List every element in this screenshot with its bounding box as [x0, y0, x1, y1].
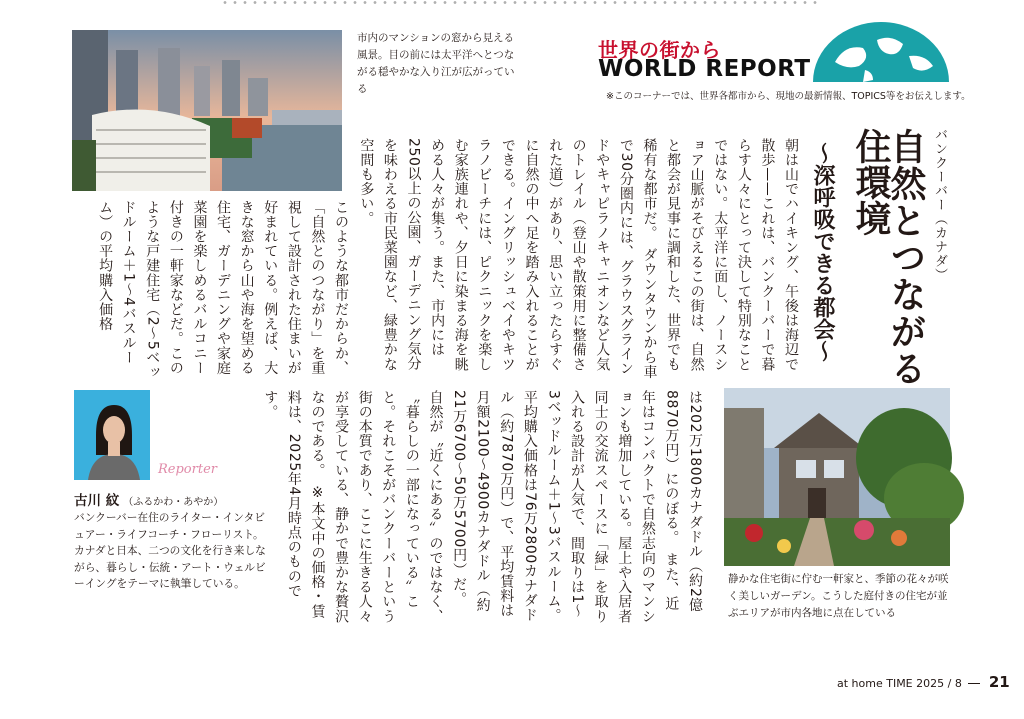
article-body-bottom: は202万1800カナダドル（約2億8870万円）にのぼる。 また、近年はコンパクトで自然志向のマンションも増加している。屋上や入居者同士の交流スペースに「緑」を取り入れる設計が人気で、間取りは1〜3ベッドルーム＋1〜3バスルーム。平均購入価格は76万2800カナダドル（約7870万円）で、平均賃料は月額2100〜4900カナダドル（約21万6700〜50万5700円）だ。 自然が〝近くにある〟のではなく、〝暮らしの一部になっている〟こと。それこそがバンクーバーという街の本質であり、ここに生きる人々が享受している、静かで豊かな贅沢なのである。 ※本文中の価格・賃料は、2025年4月時点のものです。 [262, 390, 703, 624]
corner-note: ※このコーナーでは、世界各都市から、現地の最新情報、TOPICS等をお伝えします。 [606, 91, 971, 102]
reporter-name-kana: （ふるかわ・あやか） [123, 497, 224, 508]
globe-icon [805, 22, 955, 92]
reporter-bio: バンクーバー在住のライター・インタビュアー・ライフコーチ・フローリスト。カナダと日本、二つの文化を行き来しながら、暮らし・伝統・アート・ウェルビーイングをテーマに執筆している。 [74, 511, 266, 591]
article-title-line1: 自然とつながる [885, 128, 927, 387]
page-number: 21 [988, 673, 1010, 691]
reporter-name-text: 古川 紋 [74, 493, 120, 509]
reporter-name [74, 489, 223, 509]
house-garden-photo [724, 388, 950, 566]
article-location: バンクーバー（カナダ） [932, 128, 947, 282]
reporter-label: Reporter [158, 462, 217, 477]
article-body-top: 朝は山でハイキング、午後は海辺で散歩——これは、バンクーバーで暮らす人々にとって決して特別なことではない。太平洋に面し、ノースショア山脈がそびえるこの街は、自然と都会が見事に調和した、世界でも稀有な都市だ。 ダウンタウンから車で30分圏内には、グラウスグラインドやキャピラノキャニオンなど人気のトレイル（登山や散策用に整備された道）があり、思い立ったらすぐに自然の中へ足を踏み入れることができる。イングリッシュベイやキツラノビーチには、ピクニックを楽しむ家族連れや、夕日に染まる海を眺める人々が集う。また、市内には250以上の公園、ガーデニング気分を味わえる市民菜園など、緑豊かな空間も多い。 [358, 138, 799, 380]
page-footer [837, 673, 1010, 691]
article-title-line2: 住環境 [850, 128, 892, 236]
section-logo-english: WORLD REPORT [598, 56, 811, 82]
house-photo-caption: 静かな住宅街に佇む一軒家と、季節の花々が咲く美しいガーデン。こうした庭付きの住宅が並ぶエリアが市内各地に点在している [728, 573, 949, 619]
reporter-avatar [74, 390, 150, 480]
top-photo-caption: 市内のマンションの窓から見える風景。目の前には太平洋へとつながる穏やかな入り江が広がっている [357, 32, 515, 95]
article-subtitle: 〜深呼吸できる都会〜 [810, 142, 836, 362]
city-skyline-photo [72, 30, 342, 191]
section-logo-japanese: 世界の街から [598, 38, 721, 62]
top-dotted-rule [220, 0, 820, 5]
magazine-issue: at home TIME 2025 / 8 [837, 677, 962, 690]
article-body-top-left: このような都市だからか、「自然とのつながり」を重視して設計された住まいが好まれている。例えば、大きな窓から山や海を望める住宅、ガーデニングや家庭菜園を楽しめるバルコニー付きの一軒家などだ。このような戸建住宅（2〜5ベッドルーム＋1〜4バスルーム）の平均購入価格 [97, 200, 349, 380]
